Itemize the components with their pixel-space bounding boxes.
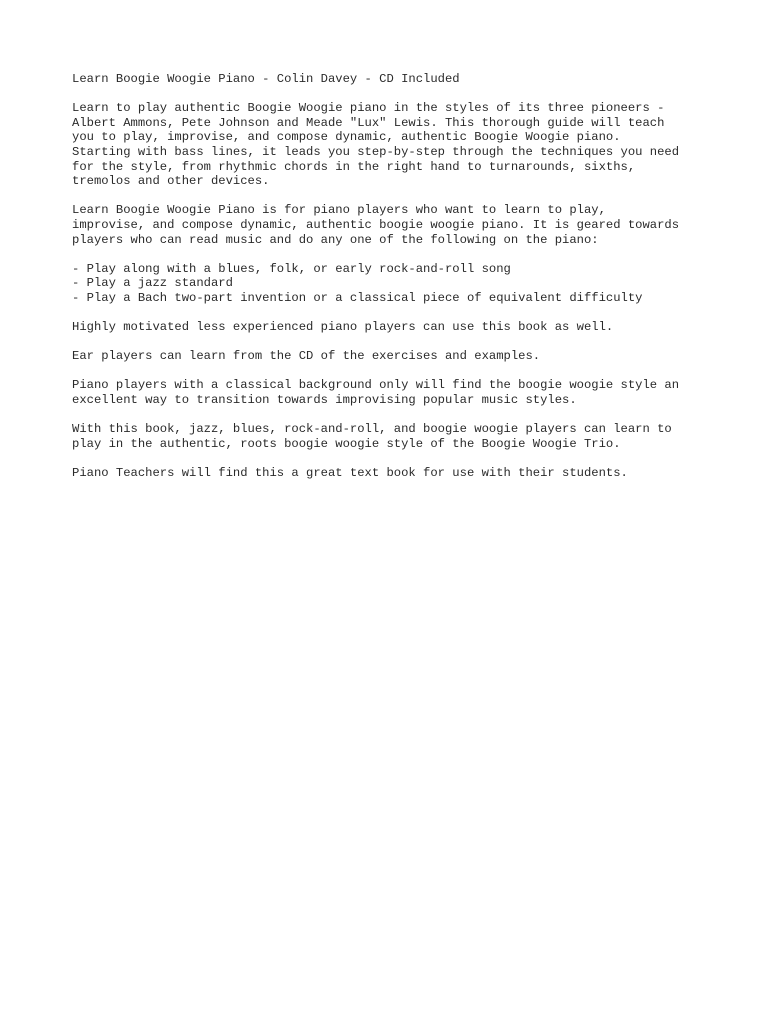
text-line: players who can read music and do any one of the following on the piano: bbox=[72, 232, 599, 247]
text-line: Piano Teachers will find this a great text book for use with their students. bbox=[72, 466, 628, 481]
paragraph-ear-players bbox=[72, 349, 712, 364]
paragraph-teachers bbox=[72, 466, 712, 481]
paragraph-gap bbox=[72, 451, 712, 466]
paragraph-gap bbox=[72, 87, 712, 102]
paragraph-audience bbox=[72, 203, 712, 247]
paragraph-motivated bbox=[72, 320, 712, 335]
list-item: - Play a Bach two-part invention or a classical piece of equivalent difficulty bbox=[72, 290, 643, 305]
paragraph-gap bbox=[72, 408, 712, 423]
paragraph-gap bbox=[72, 247, 712, 262]
text-line: Highly motivated less experienced piano players can use this book as well. bbox=[72, 320, 614, 335]
text-line: Albert Ammons, Pete Johnson and Meade "Lux" Lewis. This thorough guide will teach bbox=[72, 115, 665, 130]
paragraph-gap bbox=[72, 364, 712, 379]
paragraph-gap bbox=[72, 335, 712, 350]
requirements-list bbox=[72, 262, 712, 306]
text-line: Piano players with a classical background only will find the boogie woogie style an bbox=[72, 378, 680, 393]
paragraph-genres bbox=[72, 422, 712, 451]
document-title: Learn Boogie Woogie Piano - Colin Davey - CD Included bbox=[72, 72, 460, 86]
text-line: Starting with bass lines, it leads you step-by-step through the techniques you need bbox=[72, 144, 680, 159]
paragraph-intro bbox=[72, 101, 712, 189]
document-page bbox=[72, 72, 712, 481]
text-line: Learn to play authentic Boogie Woogie piano in the styles of its three pioneers - bbox=[72, 101, 665, 116]
text-line: Learn Boogie Woogie Piano is for piano players who want to learn to play, bbox=[72, 203, 606, 218]
text-line: With this book, jazz, blues, rock-and-roll, and boogie woogie players can learn to bbox=[72, 422, 672, 437]
text-line: play in the authentic, roots boogie woogie style of the Boogie Woogie Trio. bbox=[72, 436, 621, 451]
list-item: - Play a jazz standard bbox=[72, 276, 233, 291]
paragraph-gap bbox=[72, 189, 712, 204]
text-line: improvise, and compose dynamic, authentic boogie woogie piano. It is geared towards bbox=[72, 217, 680, 232]
text-line: Ear players can learn from the CD of the exercises and examples. bbox=[72, 349, 541, 364]
text-line: you to play, improvise, and compose dynamic, authentic Boogie Woogie piano. bbox=[72, 130, 621, 145]
paragraph-gap bbox=[72, 306, 712, 321]
text-line: excellent way to transition towards improvising popular music styles. bbox=[72, 393, 577, 408]
list-item: - Play along with a blues, folk, or early rock-and-roll song bbox=[72, 261, 511, 276]
text-line: for the style, from rhythmic chords in the right hand to turnarounds, sixths, bbox=[72, 159, 636, 174]
text-line: tremolos and other devices. bbox=[72, 174, 270, 189]
paragraph-classical bbox=[72, 378, 712, 407]
